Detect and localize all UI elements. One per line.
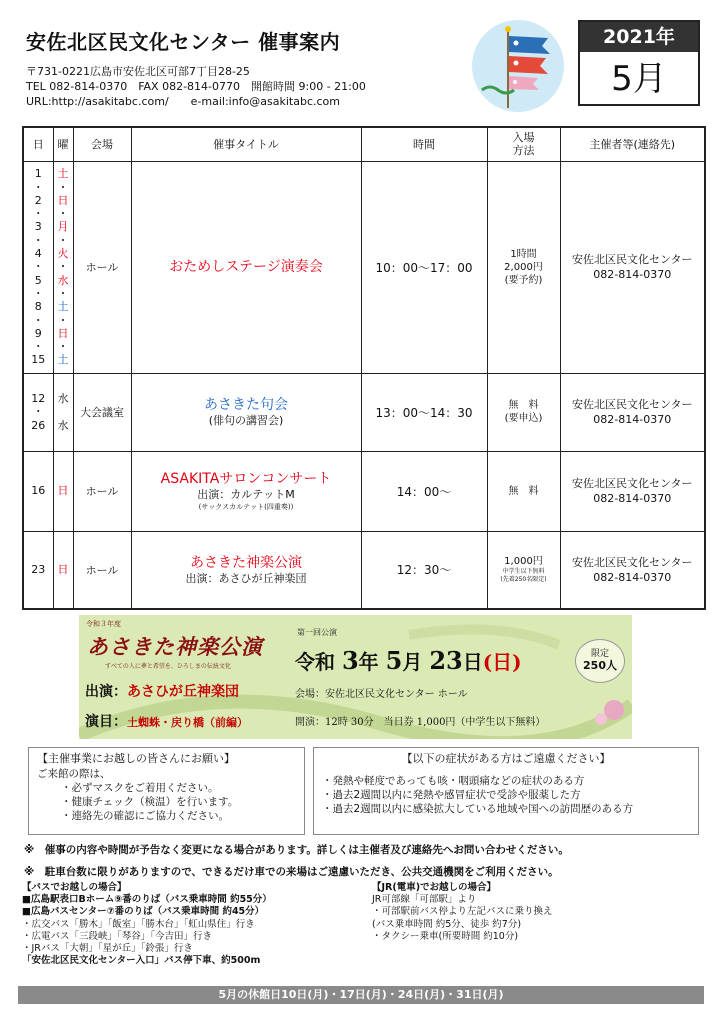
header-fee (487, 127, 560, 161)
event-title: あさきた句会 (204, 397, 288, 413)
request-item: ・連絡先の確認にご協力ください。 (61, 810, 229, 822)
limit-badge: 限定 250人 (575, 639, 625, 683)
bus-heading: 【バスでお越しの場合】 (22, 882, 127, 893)
banner-performer: 出演：あさひが丘神楽団 (85, 684, 239, 700)
request-notice (28, 747, 305, 835)
row-time: 14：00～ (361, 451, 487, 531)
jr-line: ・可部駅前バス停より左記バスに乗り換え (372, 906, 553, 918)
contact-line: TEL 082-814-0370 FAX 082-814-0770 開館時間 9:00 - 21:00 (26, 80, 366, 93)
banner-program: 演目：土蜘蛛・戻り橋（前編） (85, 714, 248, 730)
month-label: 5月 (611, 59, 667, 99)
row-organizer: 安佐北区民文化センター 082-814-0370 (560, 373, 705, 451)
row-title (131, 373, 361, 451)
event-title: ASAKITAサロンコンサート (160, 471, 332, 487)
table-row (23, 531, 705, 609)
bus-line: ・JRバス「大朝」「星が丘」「鈴張」行き (22, 943, 193, 955)
table-row (23, 373, 705, 451)
row-time: 12：30～ (361, 531, 487, 609)
address-block (26, 64, 366, 109)
row-weekdays: 日 (53, 451, 73, 531)
postal-address: 〒731-0221広島市安佐北区可部7丁目28-25 (26, 65, 250, 78)
row-weekdays: 日 (53, 531, 73, 609)
bus-line: ■広島バスセンター⑦番のりば（バス乗車時間 約45分） (22, 906, 265, 918)
row-organizer: 安佐北区民文化センター 082-814-0370 (560, 531, 705, 609)
symptom-notice (313, 747, 699, 835)
web-line: URL:http://asakitabc.com/ e-mail:info@asakitabc.com (26, 95, 340, 108)
event-title: おためしステージ演奏会 (169, 259, 323, 275)
header-day: 日 (23, 127, 53, 161)
row-fee: 1,000円 中学生以下無料 (先着250名限定) (487, 531, 560, 609)
header-venue: 会場 (73, 127, 131, 161)
row-title (131, 451, 361, 531)
koinobori-icon (472, 20, 564, 112)
banner-date: 令和 3年 5月 23日(日) (295, 646, 522, 675)
header-time: 時間 (361, 127, 487, 161)
header-fee-label: 入場方法 (512, 131, 535, 158)
banner-tagline: すべての人に夢と希望を、ひろしまの伝統文化 (105, 663, 231, 670)
table-row (23, 161, 705, 373)
row-organizer: 安佐北区民文化センター 082-814-0370 (560, 451, 705, 531)
row-title (131, 531, 361, 609)
symptom-item: ・発熱や軽度であっても咳・咽頭痛などの症状のある方 (322, 775, 585, 787)
row-fee: 無 料 (487, 451, 560, 531)
bus-line: ・広交バス「勝木」「飯室」「勝木台」「虹山県住」行き (22, 918, 255, 930)
row-title (131, 161, 361, 373)
year-label: 2021年 (580, 22, 698, 52)
banner-time-price: 開演：12時 30分 当日券 1,000円（中学生以下無料） (295, 717, 546, 728)
row-venue: ホール (73, 161, 131, 373)
row-venue: ホール (73, 531, 131, 609)
header-title: 催事タイトル (131, 127, 361, 161)
date-box (578, 20, 700, 106)
header-weekday: 曜 (53, 127, 73, 161)
row-organizer: 安佐北区民文化センター 082-814-0370 (560, 161, 705, 373)
row-weekdays: 水 水 (53, 373, 73, 451)
jr-access (372, 882, 553, 943)
event-subtitle: 出演：あさひが丘神楽団 (185, 571, 307, 585)
banner-title: あさきた神楽公演 (87, 634, 263, 659)
jr-heading: 【JR(電車)でお越しの場合】 (372, 882, 497, 893)
bus-line: ■広島駅表口Bホーム⑨番のりば（バス乗車時間 約55分） (22, 894, 272, 906)
page-title: 安佐北区民文化センター 催事案内 (26, 30, 341, 54)
row-days: 16 (23, 451, 53, 531)
bus-line: 「安佐北区民文化センター入口」バス停下車、約500m (22, 955, 261, 967)
row-time: 13：00～14：30 (361, 373, 487, 451)
header-organizer: 主催者等(連絡先) (560, 127, 705, 161)
row-venue: 大会議室 (73, 373, 131, 451)
symptom-item: ・過去2週間以内に発熱や感冒症状で受診や服薬した方 (322, 789, 581, 801)
jr-line: JR可部線「可部駅」より (372, 894, 477, 906)
event-subtitle: (俳句の講習会) (208, 414, 284, 427)
jr-line: (バス乗車時間 約5分、徒歩 約7分) (372, 918, 522, 930)
request-intro: ご来館の際は、 (37, 768, 111, 780)
kagura-banner (79, 615, 632, 739)
event-title: あさきた神楽公演 (190, 554, 302, 571)
row-fee: 1時間 2,000円 (要予約) (487, 161, 560, 373)
table-row (23, 451, 705, 531)
bus-line: ・広電バス「三段峡」「琴谷」「今吉田」行き (22, 930, 213, 942)
row-days: 1 ・ 2 ・ 3 ・ 4 ・ 5 ・ 8 ・ 9 ・ 15 (23, 161, 53, 373)
table-header-row (23, 127, 705, 161)
row-venue: ホール (73, 451, 131, 531)
bus-access (22, 882, 272, 967)
request-item: ・必ずマスクをご着用ください。 (61, 782, 219, 794)
change-note: ※ 催事の内容や時間が予告なく変更になる場合があります。詳しくは主催者及び連絡先へお問い合わせください。 (24, 844, 569, 856)
symptom-item: ・過去2週間以内に感染拡大している地域や国への訪問歴のある方 (322, 803, 634, 815)
symptom-heading: 【以下の症状がある方はご遠慮ください】 (401, 752, 611, 765)
banner-venue: 会場：安佐北区民文化センター ホール (295, 689, 468, 700)
event-table (22, 126, 706, 610)
closed-days-footer: 5月の休館日10日(月)・17日(月)・24日(月)・31日(月) (18, 986, 704, 1004)
request-heading: 【主催事業にお越しの皆さんにお願い】 (37, 752, 235, 765)
parking-note: ※ 駐車台数に限りがありますので、できるだけ車での来場はご遠慮いただき、公共交通機関をご利用ください。 (24, 866, 559, 878)
row-days: 12 ・ 26 (23, 373, 53, 451)
row-weekdays: 土 ・ 日 ・ 月 ・ 火 ・ 水 ・ 土 ・ 日 ・ 土 (53, 161, 73, 373)
event-subtitle: 出演：カルテットM (197, 488, 295, 501)
jr-line: ・タクシー乗車(所要時間 約10分) (372, 930, 519, 942)
row-time: 10：00～17：00 (361, 161, 487, 373)
event-note: (サックスカルテット(四重奏)) (198, 503, 294, 511)
request-item: ・健康チェック（検温）を行います。 (61, 796, 239, 808)
row-days: 23 (23, 531, 53, 609)
banner-series: 第一回公演 (297, 628, 337, 637)
banner-kicker: 令和３年度 (86, 620, 121, 628)
row-fee: 無 料 (要申込) (487, 373, 560, 451)
